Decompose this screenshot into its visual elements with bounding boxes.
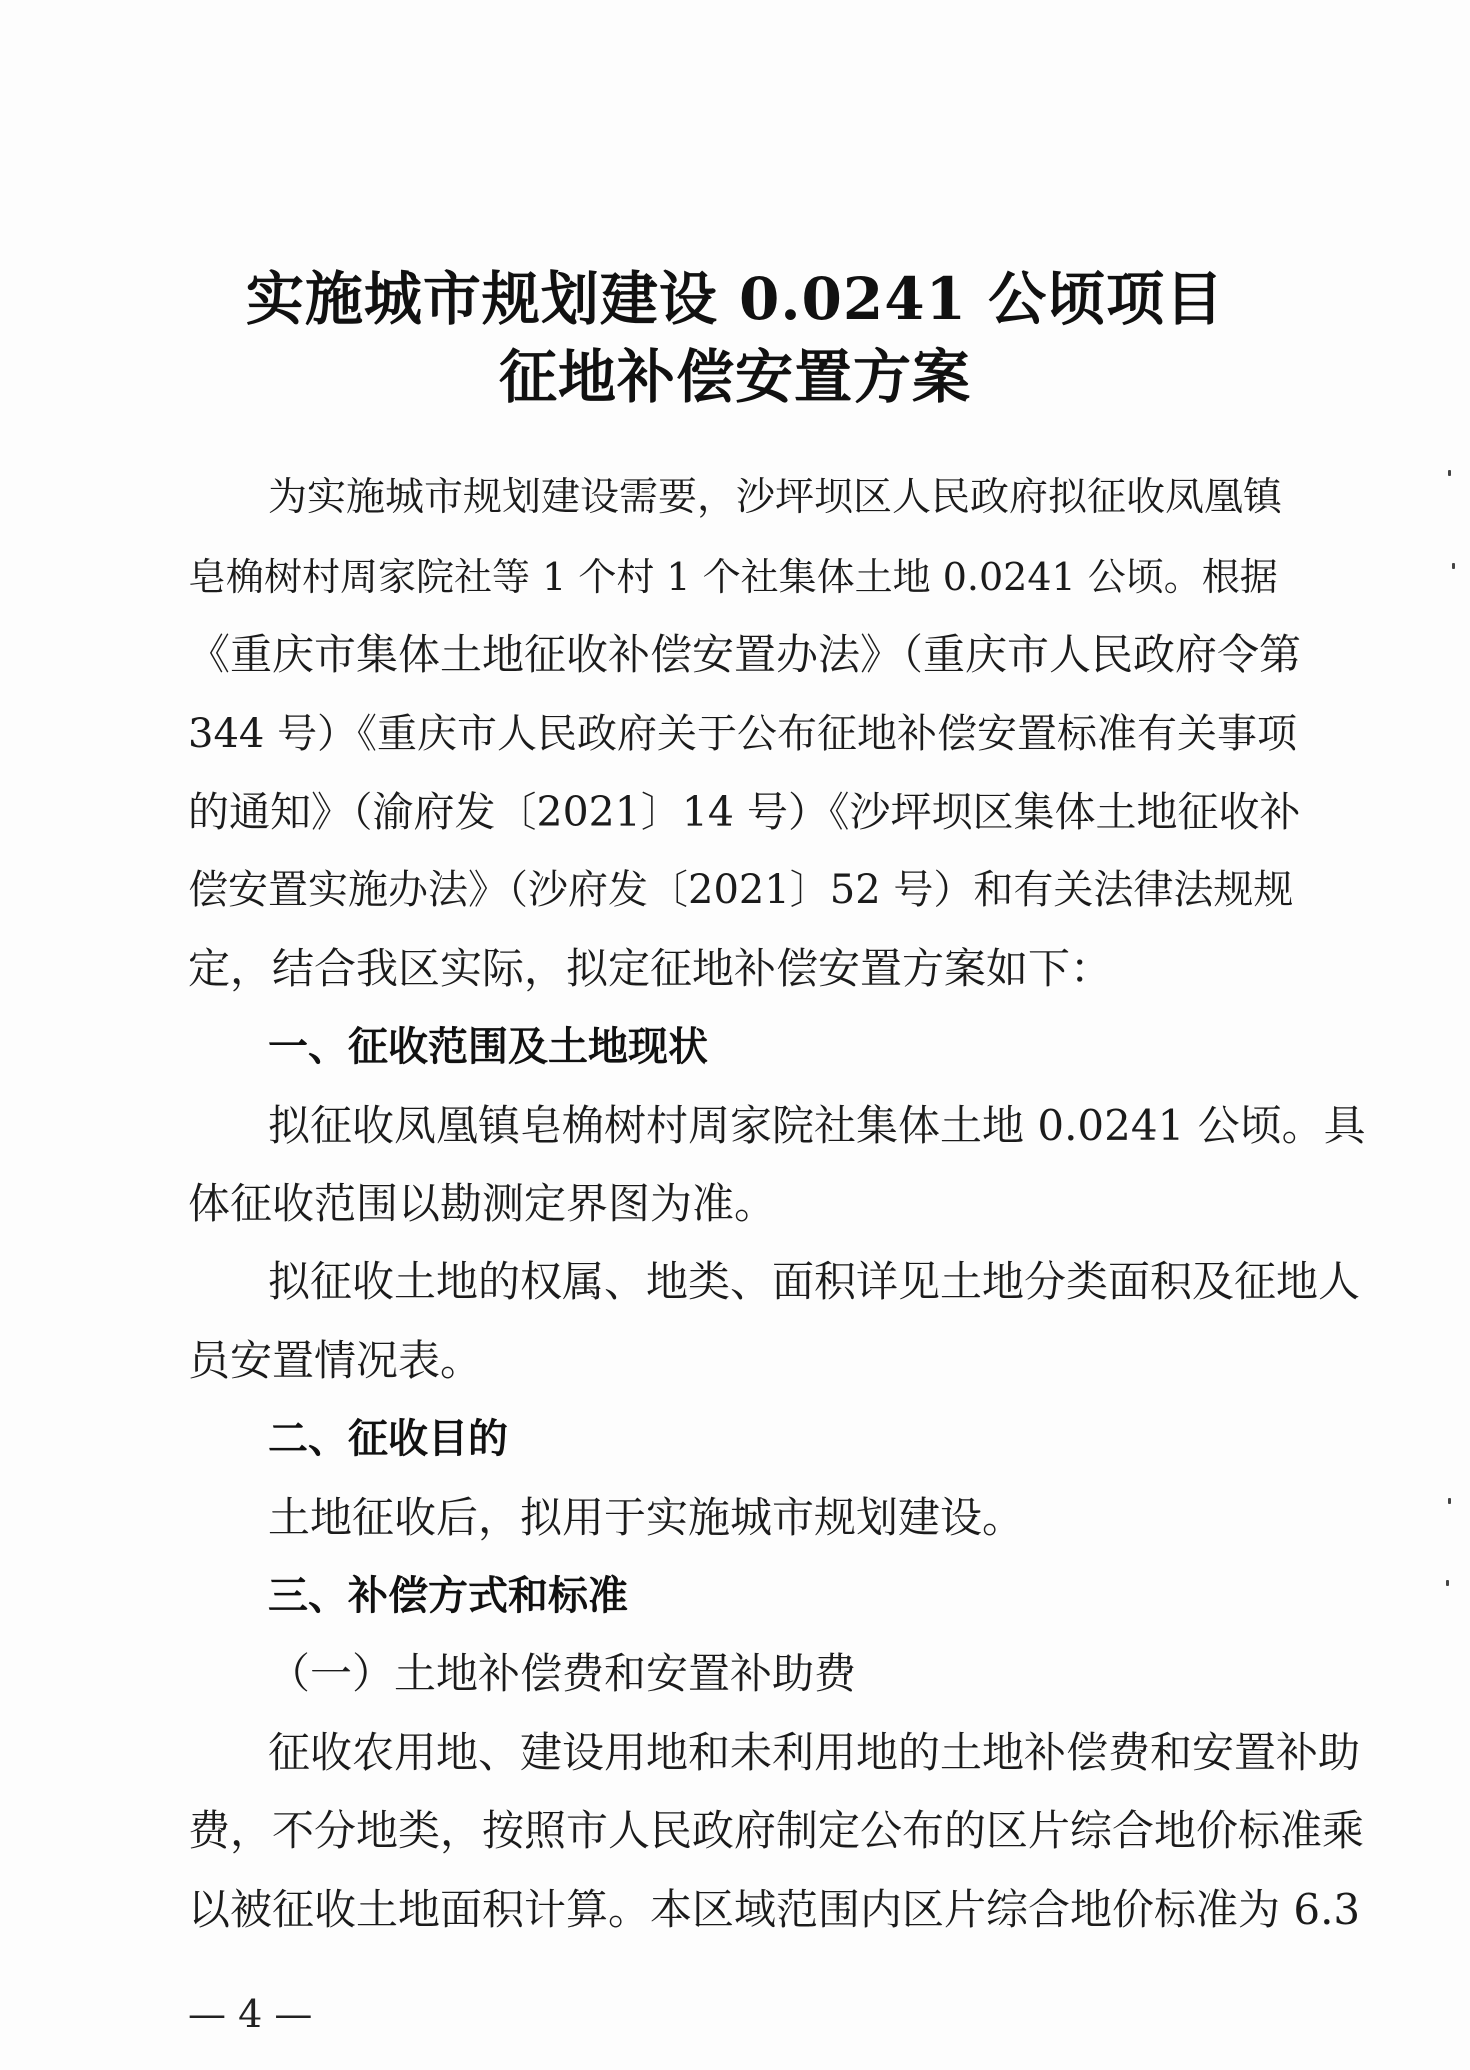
scan-speck: [1452, 563, 1455, 569]
intro-line-5: 的通知》（渝府发〔2021〕14 号）《沙坪坝区集体土地征收补: [188, 788, 1301, 836]
section-1-p1-line-1: 拟征收凤凰镇皂桷树村周家院社集体土地 0.0241 公顷。具: [268, 1101, 1366, 1150]
section-3-p1-line-3: 以被征收土地面积计算。本区域范围内区片综合地价标准为 6.3: [188, 1885, 1361, 1934]
section-3-subheading: （一）土地补偿费和安置补助费: [268, 1649, 857, 1698]
intro-line-2: 皂桷树村周家院社等 1 个村 1 个社集体土地 0.0241 公顷。根据: [188, 555, 1278, 599]
section-3-p1-line-1: 征收农用地、建设用地和未利用地的土地补偿费和安置补助: [268, 1728, 1361, 1777]
section-3-heading: 三、补偿方式和标准: [268, 1573, 628, 1619]
document-title-line-2: 征地补偿安置方案: [498, 343, 971, 411]
section-1-p2-line-2: 员安置情况表。: [188, 1336, 483, 1385]
section-3-p1-line-2: 费，不分地类，按照市人民政府制定公布的区片综合地价标准乘: [188, 1806, 1365, 1855]
document-title-line-1: 实施城市规划建设 0.0241 公顷项目: [245, 265, 1225, 333]
intro-line-4: 344 号）《重庆市人民政府关于公布征地补偿安置标准有关事项: [188, 711, 1298, 757]
intro-line-6: 偿安置实施办法》（沙府发〔2021〕52 号）和有关法律法规规: [188, 867, 1294, 913]
section-1-heading: 一、征收范围及土地现状: [268, 1024, 708, 1070]
intro-line-1: 为实施城市规划建设需要，沙坪坝区人民政府拟征收凤凰镇: [268, 475, 1283, 520]
section-1-p1-line-2: 体征收范围以勘测定界图为准。: [188, 1179, 777, 1228]
page-number: — 4 —: [188, 1992, 313, 2036]
scan-speck: [1448, 470, 1451, 476]
intro-line-7: 定，结合我区实际，拟定征地补偿安置方案如下：: [188, 944, 1113, 993]
scan-speck: [1448, 1498, 1451, 1504]
section-2-heading: 二、征收目的: [268, 1416, 508, 1462]
section-2-p1: 土地征收后，拟用于实施城市规划建设。: [268, 1493, 1025, 1542]
section-1-p2-line-1: 拟征收土地的权属、地类、面积详见土地分类面积及征地人: [268, 1257, 1361, 1306]
scan-speck: [1446, 1580, 1449, 1586]
intro-line-3: 《重庆市集体土地征收补偿安置办法》（重庆市人民政府令第: [188, 630, 1302, 679]
